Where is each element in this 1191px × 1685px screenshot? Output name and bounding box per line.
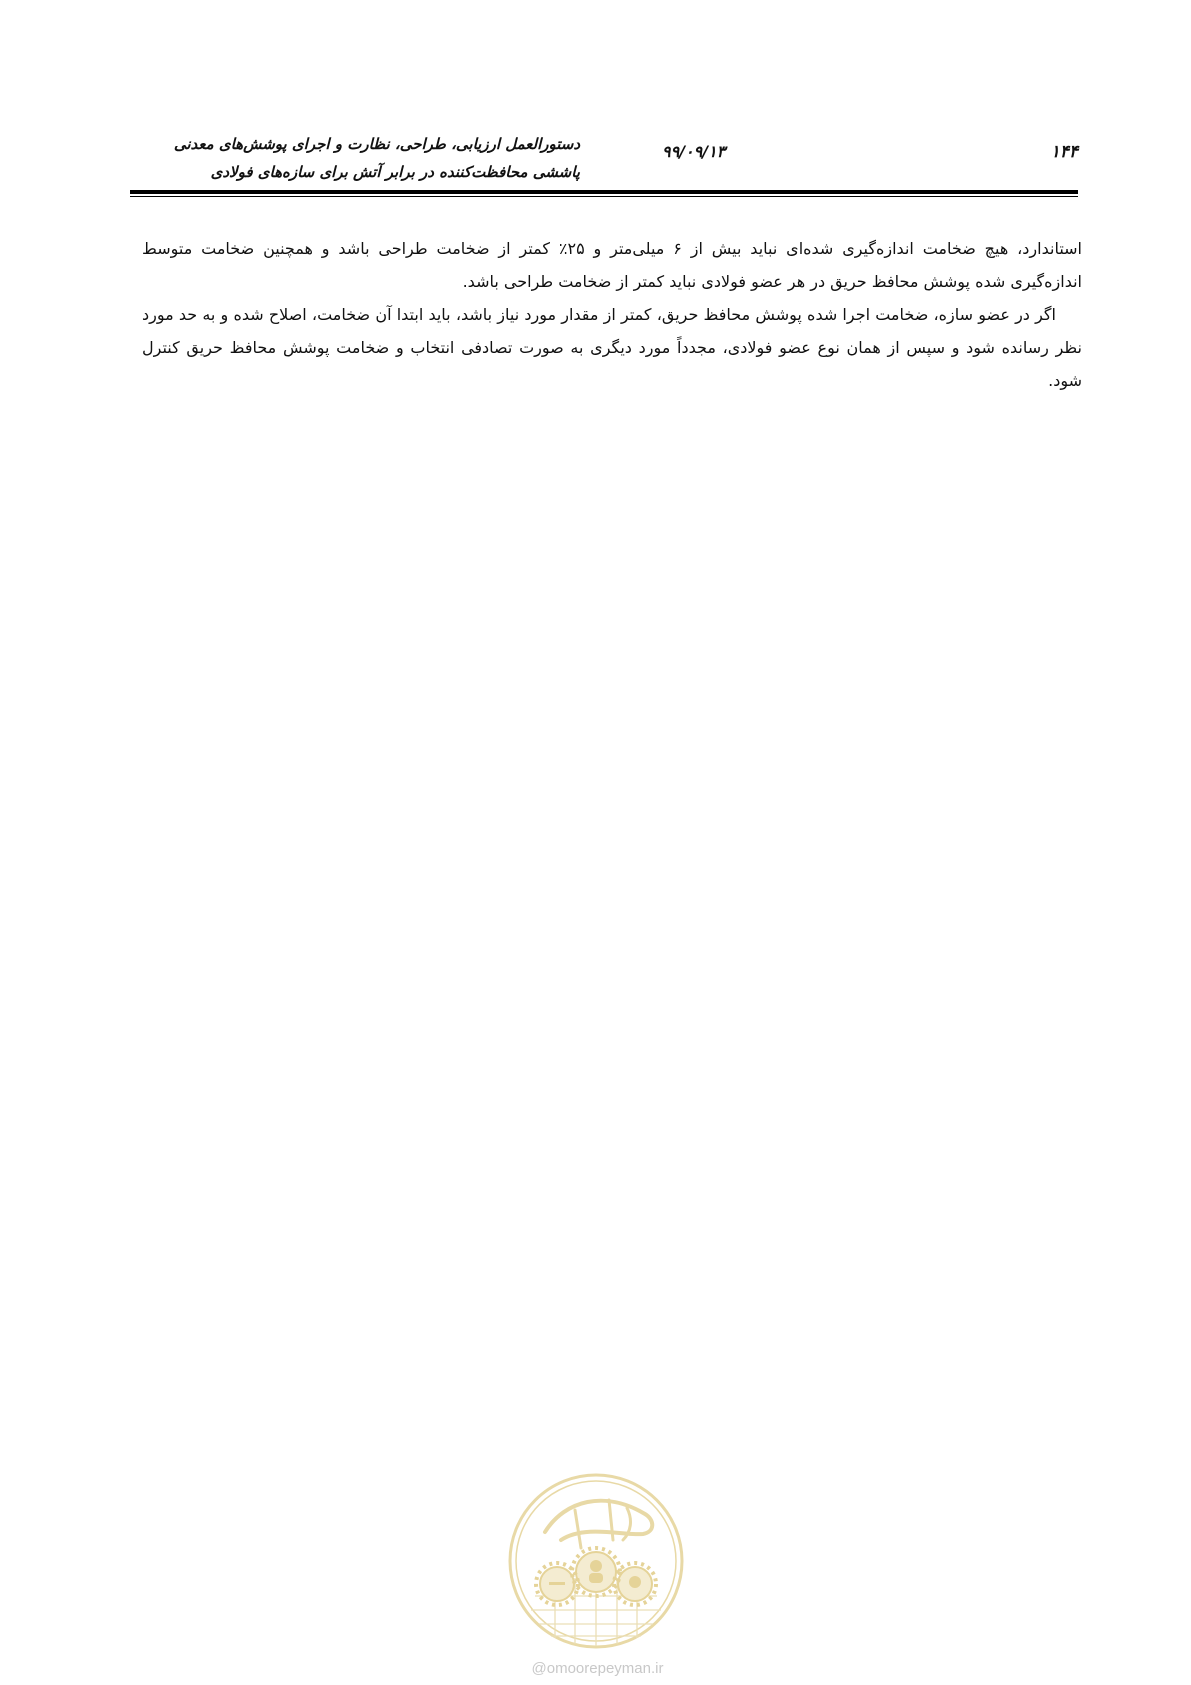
body-text	[142, 232, 1082, 397]
header-title-line1: دستورالعمل ارزیابی، طراحی، نظارت و اجرای پوشش‌های معدنی	[173, 135, 580, 153]
header-rule-thick	[130, 190, 1078, 194]
paragraph-2: اگر در عضو سازه، ضخامت اجرا شده پوشش محافظ حریق، کمتر از مقدار مورد نیاز باشد، باید ابتدا آن ضخامت، اصلاح شده و به حد مورد نظر رسانده شود و سپس از همان نوع عضو فولادی، مجدداً مورد دیگری به صورت تصادفی انتخاب و ضخامت پوشش محافظ حریق کنترل شود.	[142, 305, 1082, 390]
watermark-logo-icon	[505, 1470, 687, 1652]
page-number: ۱۴۴	[1050, 142, 1078, 162]
header-title-line2: پاششی محافظت‌کننده در برابر آتش برای سازه‌های فولادی	[210, 163, 580, 181]
header-date: ۹۹/۰۹/۱۳	[662, 142, 726, 161]
header-title	[174, 130, 580, 186]
watermark-url: @omoorepeyman.ir	[531, 1660, 664, 1677]
header-rule-thin	[130, 196, 1078, 197]
paragraph-1: استاندارد، هیچ ضخامت اندازه‌گیری شده‌ای نباید بیش از ۶ میلی‌متر و ۲۵٪ کمتر از ضخامت طراحی باشد و همچنین ضخامت متوسط اندازه‌گیری شده پوشش محافظ حریق در هر عضو فولادی نباید کمتر از ضخامت طراحی باشد.	[142, 239, 1082, 291]
page-header	[130, 128, 1078, 196]
